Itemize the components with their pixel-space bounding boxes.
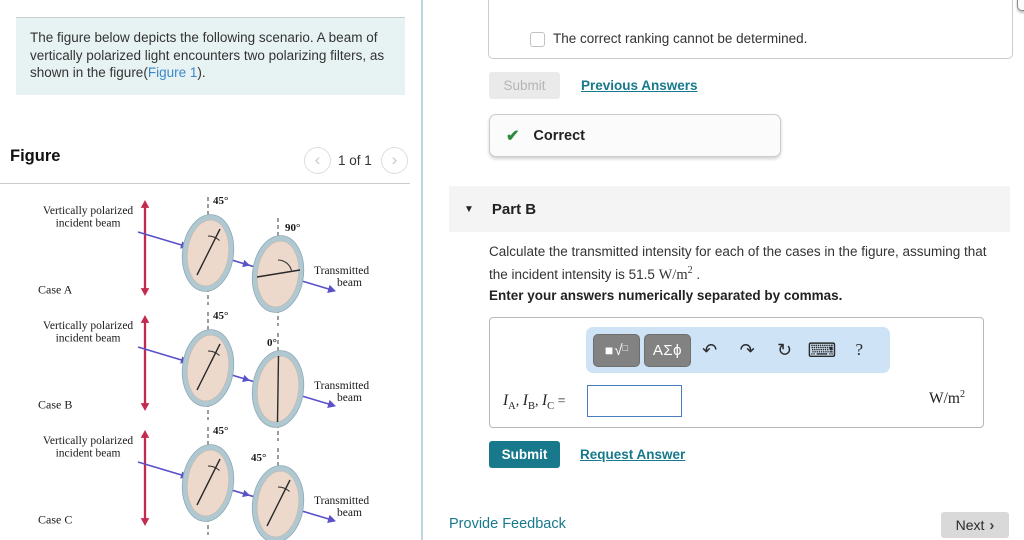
svg-text:90°: 90° — [285, 222, 301, 234]
figure-case-b — [0, 305, 410, 420]
answer-variable-label: $I_A$, $I_B$, $I_C$ = — [503, 392, 566, 413]
svg-text:Transmitted: Transmitted — [314, 495, 370, 507]
cannot-determine-checkbox[interactable] — [530, 32, 545, 47]
svg-text:incident beam: incident beam — [55, 447, 121, 460]
cannot-determine-label: The correct ranking cannot be determined. — [553, 31, 808, 46]
figure-case-c — [0, 420, 410, 535]
equation-answer-box — [489, 317, 984, 428]
previous-answers-link[interactable]: Previous Answers — [581, 78, 698, 93]
intensity-value: 51.5 — [628, 266, 659, 282]
svg-text:Vertically polarized: Vertically polarized — [42, 205, 134, 217]
svg-text:Vertically polarized: Vertically polarized — [42, 320, 134, 332]
checkmark-icon: ✔ — [506, 127, 520, 145]
figure-1-link[interactable]: Figure 1 — [147, 65, 198, 80]
svg-text:45°: 45° — [213, 425, 229, 437]
chevron-right-icon: › — [989, 516, 995, 534]
redo-icon[interactable]: ↷ — [739, 339, 755, 360]
figure-prev-button[interactable] — [304, 147, 331, 174]
panel-divider — [421, 0, 423, 540]
svg-text:Transmitted: Transmitted — [314, 265, 370, 277]
part-b-title: Part B — [491, 200, 537, 218]
svg-text:incident beam: incident beam — [55, 332, 121, 345]
part-b-submit-button[interactable]: Submit — [489, 441, 560, 468]
figure-divider — [0, 183, 410, 184]
part-a-submit-button[interactable]: Submit — [489, 72, 560, 99]
answer-unit: $W/m^2$ — [929, 389, 965, 408]
help-icon[interactable]: ? — [855, 340, 864, 359]
figure-case-a — [0, 190, 410, 305]
correct-label: Correct — [533, 127, 585, 144]
svg-text:Case A: Case A — [38, 282, 73, 297]
greek-symbols-button[interactable]: ΑΣϕ — [644, 334, 691, 367]
equation-toolbar — [586, 327, 890, 373]
undo-icon[interactable]: ↶ — [702, 339, 718, 360]
svg-text:Case C: Case C — [38, 512, 73, 527]
chevron-left-icon: ‹ — [314, 150, 321, 169]
svg-text:45°: 45° — [213, 310, 229, 322]
answer-format-instruction: Enter your answers numerically separated by commas. — [489, 288, 843, 303]
svg-text:beam: beam — [337, 277, 362, 289]
svg-text:Vertically polarized: Vertically polarized — [42, 435, 134, 447]
chevron-right-icon: › — [391, 150, 398, 169]
figure-page-indicator: 1 of 1 — [338, 153, 372, 168]
problem-text-end: ). — [197, 65, 206, 80]
problem-text: The figure below depicts the following scenario. A beam of vertically polarized light encounters two polarizing filters, as shown in the figure( — [30, 30, 385, 80]
intensity-unit: $W/m^2$ — [658, 265, 693, 283]
next-label: Next — [955, 517, 985, 533]
reset-icon[interactable]: ↻ — [776, 339, 793, 360]
svg-text:beam: beam — [337, 507, 362, 519]
square-root-icon: √ — [614, 341, 623, 359]
polarizer-figure — [0, 190, 410, 540]
svg-text:incident beam: incident beam — [55, 217, 121, 230]
empty-box-icon: □ — [622, 343, 629, 353]
figure-heading: Figure — [10, 147, 61, 165]
problem-panel — [0, 0, 421, 540]
figure-next-button[interactable] — [381, 147, 408, 174]
svg-text:0°: 0° — [267, 337, 277, 349]
svg-text:45°: 45° — [251, 452, 267, 464]
svg-text:beam: beam — [337, 392, 362, 404]
part-b-question — [489, 242, 1007, 285]
ranking-canvas[interactable] — [1017, 0, 1024, 11]
correct-feedback-box — [489, 114, 781, 157]
svg-text:45°: 45° — [213, 195, 229, 207]
part-a-answer-box — [488, 0, 1013, 59]
request-answer-link[interactable]: Request Answer — [580, 447, 686, 462]
problem-statement — [16, 17, 405, 95]
provide-feedback-link[interactable]: Provide Feedback — [449, 516, 566, 532]
part-b-header[interactable] — [449, 186, 1010, 232]
next-button[interactable] — [941, 512, 1009, 538]
answer-input[interactable] — [587, 385, 682, 417]
keyboard-icon[interactable]: ⌨ — [807, 339, 837, 362]
question-text: Calculate the transmitted intensity for each of the cases in the figure, assuming that the incident intensity is — [489, 244, 987, 282]
svg-text:Case B: Case B — [38, 397, 73, 412]
collapse-caret-icon[interactable]: ▼ — [464, 203, 474, 215]
filled-square-icon: ■ — [604, 342, 614, 358]
svg-text:Transmitted: Transmitted — [314, 380, 370, 392]
question-text-end: . — [692, 266, 701, 282]
math-templates-button[interactable] — [593, 334, 640, 367]
